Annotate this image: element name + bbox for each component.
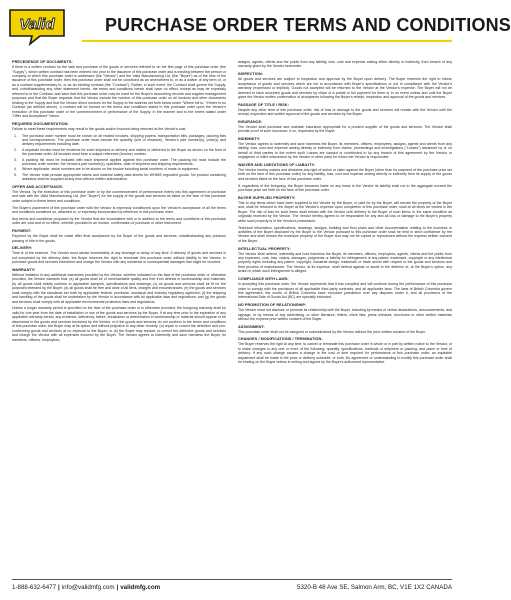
list-item-number: 2. xyxy=(14,147,17,152)
section-paragraph: Payment by the Buyer shall be made after final acceptance by the Buyer of the goods and services, notwithstanding any previous passing of title in the goods. xyxy=(12,234,226,243)
requirements-list xyxy=(12,134,226,182)
section-paragraph: The Vendor must not disclose or promote its relationship with the Buyer, including by means of verbal declarations, announcements, and signage, or by means of any advertising, or other literature, letters, client lists, press releases, brochures or other written materials without the express prior written consent of the Buyer. xyxy=(238,308,452,322)
footer-contact xyxy=(12,584,160,591)
list-item-number: 3. xyxy=(14,157,17,162)
section-paragraph: The Vendor hereby waives and disclaims any right of action or claim against the Buyer (other than for payment of the purchase price set forth on the face of this purchase order) for any liability, loss, cost and expense arising directly or indirectly from its supply of the goods and services listed on the face of this purchase order. xyxy=(238,167,452,181)
section-heading: BUYER SUPPLIED PROPERTY: xyxy=(238,195,296,200)
section-heading: CHANGES / MODIFICATIONS / TERMINATION: xyxy=(238,337,323,342)
section-paragraph: Despite any other term of this purchase order, risk of loss or damage to the goods and services will remain with the Vendor until the receipt, inspection and written approval of the goods and services by the Buyer. xyxy=(238,107,452,117)
section-paragraph: The Vendor agrees to indemnify and save harmless the Buyer, its members, officers, employees, assigns, agents and clients from any liability, loss, cost and expense arising directly or indirectly from claims, proceedings and investigations ("Losses") advanced by or on behalf of third parties to the extent such Losses are caused or contributed to by any breach of this agreement by the Vendor or negligence or wilful misconduct by the Vendor or other party for whom the Vendor is responsible. xyxy=(238,141,452,160)
footer-website[interactable]: validmfg.com xyxy=(120,584,161,591)
list-item-text: The purchase order number must be shown on all related invoices, shipping papers, transportation bills, packages, packing lists and correspondence. The purchase order must include the quantity (unit of measure), Vendor's part number(s), price(s) and delivery requirements including date. xyxy=(22,133,226,147)
right-column xyxy=(238,60,452,575)
section-heading: NO PROMOTION OF RELATIONSHIP: xyxy=(238,303,307,308)
section-paragraph: The Vendor shall defend, indemnify and hold harmless the Buyer, its members, officers, employees, agents, clients and the public from any expenses, cost, loss, claims, damages, judgments or liability for infringement of any patent, trademark, copyright or any intellectual property rights including any patent, copyright, industrial design, trademark or trade secret with respect to the goods and services and their process of manufacture. The Vendor, at its expense, shall defend against or assist in the defence of, at the Buyer's option, any action in which such infringement is alleged. xyxy=(238,251,452,274)
footer-separator: | xyxy=(116,584,119,591)
valid-logo-mark xyxy=(6,6,68,46)
list-item xyxy=(12,167,226,171)
footer-address: 5320-B 48 Ave SE, Salmon Arm, BC, V1E 1X2 CANADA xyxy=(297,584,452,591)
section-heading: WAIVER AND LIMITATIONS OF LIABILITY: xyxy=(238,162,316,167)
section-paragraph: Failure to meet these requirements may result in the goods and/or invoices being returned at the Vendor's cost. xyxy=(12,126,187,131)
list-item xyxy=(12,134,226,147)
section-paragraph: This purchase order shall not be assigned or subcontracted by the Vendor without the prior written consent of the Buyer. xyxy=(238,329,427,334)
section-paragraph: The Vendor shall purchase and maintain insurance appropriate for a prudent supplier of the goods and services. The Vendor shall provide proof of such insurance, if so, requested by the Buyer. xyxy=(238,124,452,134)
section-heading: OFFER AND ACCEPTANCE: xyxy=(12,184,64,189)
list-item xyxy=(12,173,226,182)
title-underline xyxy=(82,40,452,42)
footer-separator: | xyxy=(58,584,60,591)
list-item-number: 1. xyxy=(14,133,17,138)
document-footer xyxy=(0,575,464,600)
section-paragraph: Technical information, specifications, drawings, designs, building and floor plans and other documentation relating to the business or activities of the Buyer disclosed by the Buyer to the Vendor pursuant to this purchase order shall be held in strict confidence by the Vendor and shall remain the exclusive property of the Buyer and may not be copied or reproduced without the express written consent of the Buyer. xyxy=(238,225,452,243)
section-paragraph: Without limitation to any additional warranties provided by the Vendor, whether indicated on the face of the purchase order or otherwise provided, the Vendor warrants that: (a) all goods shall be of merchantable quality and free from defects in workmanship and materials; (b) all goods shall strictly conform to applicable samples, specifications and drawings; (c) all goods and services shall be fit for the purposes intended by the Buyer; (d) all goods shall be free and clear of all liens, charges and encumbrances; (e) the goods and services shall comply with the standards set forth by applicable federal, provincial, municipal and industry regulatory agencies; (f) the shipping and handling of the goods shall be undertaken by the Vendor in accordance with all applicable laws and regulations; and (g) the goods and services shall comply with all applicable environmental protection laws and regulations. xyxy=(12,272,226,304)
logo-text: Valid xyxy=(19,16,55,33)
section-heading: DELIVERY: xyxy=(12,246,33,251)
section-paragraph: Time is of the essence. The Vendor must advise immediately of any shortage or delay of any kind. If delivery of goods and services is not completed by the delivery date, the Buyer reserves the right to terminate this purchase order without liability to the Vendor, to purchase goods and services elsewhere and charge the Vendor with any incidental or consequential damages that might be incurred. xyxy=(12,251,226,265)
section-paragraph: assigns, agents, clients and the public from any liability, loss, cost and expense arising either directly or indirectly, from breach of any warranty given by the Vendor hereunder. xyxy=(238,60,452,69)
terms-body xyxy=(12,60,452,575)
footer-divider xyxy=(12,579,452,580)
page-title: PURCHASE ORDER TERMS AND CONDITIONS xyxy=(105,14,511,35)
left-column xyxy=(12,60,226,575)
section-paragraph: The Buyer's placement of this purchase order with the Vendor is expressly conditioned upon the Vendor's acceptance of all the terms and conditions contained on, attached to, or expressly incorporated by reference in this purchase order. xyxy=(12,205,226,215)
document-header xyxy=(0,0,511,52)
section-paragraph: If, regardless of the foregoing, the Buyer becomes liable on any basis to the Vendor its liability shall not in the aggregate exceed the purchase price set forth on the face of this purchase order. xyxy=(238,183,452,193)
section-heading: INSURANCE: xyxy=(238,119,263,124)
list-item-number: 5. xyxy=(14,172,17,177)
section-paragraph: Any terms and conditions proposed by the Vendor that are inconsistent with or in addition to the terms and conditions of this purchase order are void and of no effect, whether provided in an invoice, confirmation of purchase or other instrument. xyxy=(12,216,226,226)
section-heading: PASSAGE OF TITLE / RISK: xyxy=(238,102,289,107)
list-item xyxy=(12,148,226,157)
section-heading: COMPLIANCE WITH LAWS: xyxy=(238,277,289,282)
section-paragraph: In accepting this purchase order, the Vendor represents that it has complied and will continue during the performance of this purchase order to comply with the provisions of all applicable third-party contracts, and all applicable laws. The laws of British Columbia govern this agreement, the courts of British Columbia have exclusive jurisdiction over any disputes under it, and all provisions of the International Sale of Goods Act (BC) are specially excluded. xyxy=(238,282,452,300)
section-paragraph: Title to any items which have been supplied to the Vendor by the Buyer, or paid for by the Buyer, will remain the property of the Buyer and, shall be returned to the Buyer at the Vendor's expense upon completion of this purchase order, shall at all times be vested in the Buyer. The risk of loss for such items shall remain with the Vendor until delivery to the Buyer of such items, in the same condition as originally received by the Vendor. The Vendor hereby agrees to be responsible for any and all loss or damage to the Buyer's property while such property is in the Vendor's possession. xyxy=(238,200,452,223)
list-item-text: The Vendor shall provide appropriate labels and material safety data sheets for WHMIS regulated goods. No product containing asbestos shall be supplied at any time without written authorization. xyxy=(22,172,226,182)
section-paragraph: The Vendor, by the execution of this purchase order or by the commencement of performance enters into this agreement of purchase and sale with the Valid Manufacturing Ltd. (the "Buyer") for the supply of the goods and services as listed on the face of this purchase order subject to these terms and conditions. xyxy=(12,189,226,203)
section-heading: INSPECTION: xyxy=(238,72,264,77)
list-item-text: Where applicable, serial numbers are to be shown on the invoice including serial numbers of made-in equipment. xyxy=(22,167,200,172)
footer-email[interactable]: info@validmfg.com xyxy=(61,584,115,591)
section-paragraph: If there is a written contract for the sale and purchase of the goods or services referred to on the first page of this purchase order (the "Supply"), which written contract has been entered into prior to the issuance of this purchase order and is existing between the person or company to which this purchase order is addressed (the "Vendor") and the Valid Manufacturing Ltd. (the "Buyer") as of the time of the issuance of this purchase order, then this purchase order shall not be construed as an amendment to, or as a waiver of any term of, or as a contract supplementary to, or as an existing contract (the "Contract"). Rather, in such event, the Contract shall govern the Supply, and, notwithstanding any other statement herein, the terms and conditions herein shall have no effect, except as may be expressly referred to in the Contract, and save that this purchase order may be used for the Buyer's accounting records and supplier management purposes and that the Buyer requests that the Vendor include the number of this purchase order on all invoices and other documents relating to the Supply and that the Vendor direct invoices for the Supply to the address set forth below under "Where bill to." If there is no Contract (as defined above), a contract will be formed on the terms and conditions stated in this purchase order upon the Vendor's execution of this purchase order or the commencement of performance of the Supply, in the manner and to the extent stated under "Offer and Acceptance" below. xyxy=(12,65,226,119)
section-paragraph: Unless a longer warranty period is specified on the face of the purchase order or is otherwise provided, the foregoing warranty shall be valid for one year from the date of installation or use of the goods and services by the Buyer. If at any time prior to the expiration of any applicable warranty period, any evidence, deficiency, failure, breakdown or deterioration in workmanship or material should appear or be discovered in the goods and services furnished by the Vendor, or if the goods and services do not conform to the terms and conditions of this purchase order, the Buyer may at its option and without prejudice to any other remedy: (a) repair or correct the defective and non-conforming goods and services at no expense to the Buyer; or (b) the Buyer may replace or correct the defective goods and services and charge the Vendor with all expenses incurred by the Buyer. The Vendor agrees to indemnify and save harmless the Buyer, its members, officers, employees, xyxy=(12,306,226,342)
section-paragraph: All goods and services are subject to inspection and approval by the Buyer upon delivery. The Buyer reserves the right to refuse acceptance of goods and services which are not in accordance with Buyer's specifications or not in compliance with the Vendor's warranty (expressed or implied). Goods not accepted will be returned to the Vendor at the Vendor's expense. The Buyer will not be deemed to have accepted goods and services by virtue of a partial or full payment for them or in no event unless and until the Buyer gives the Vendor written confirmation of acceptance following the Buyer's receipt, inspection and approval of the goods and services. xyxy=(238,77,452,99)
section-heading: WARRANTY: xyxy=(12,267,36,272)
list-item xyxy=(12,158,226,167)
valid-logo xyxy=(6,6,68,46)
section-heading: ASSIGNMENT: xyxy=(238,324,265,329)
footer-phone: 1-888-632-6477 xyxy=(12,584,57,591)
section-heading: INDEMNITY: xyxy=(238,136,261,141)
section-paragraph: The Buyer reserves the right at any time, to cancel or terminate this purchase order in whole or in part by written notice to the Vendor, or to make changes in any one or more of the following: quantity, specifications, methods of shipment or packing, and place or time of delivery. If any such change causes a change in the cost or time required for performance of this purchase order, an equitable adjustment shall be made in the price or delivery schedule, or both. No agreement or understanding to modify this purchase order shall be binding on the Buyer unless in writing and signed by the Buyer's authorized representative. xyxy=(238,342,452,365)
list-item-text: A separate invoice must be rendered for each shipment or delivery and mailed or delivered to the Buyer as shown on the front of the purchase order. All invoices must bear a unique reference (invoice) number. xyxy=(22,147,226,157)
section-heading: REQUIRED DOCUMENTATION: xyxy=(12,121,69,126)
list-item-text: A packing list must be included with each shipment applied against this purchase order. The packing list must include the purchase order number, the Vendor's part number(s), quantities, date of shipment and shipping requirements. xyxy=(22,157,226,167)
section-heading: PRECEDENCE OF DOCUMENTS: xyxy=(12,60,73,64)
section-heading: PAYMENT: xyxy=(12,229,32,234)
list-item-number: 4. xyxy=(14,167,17,172)
section-heading: INTELLECTUAL PROPERTY: xyxy=(238,246,291,251)
